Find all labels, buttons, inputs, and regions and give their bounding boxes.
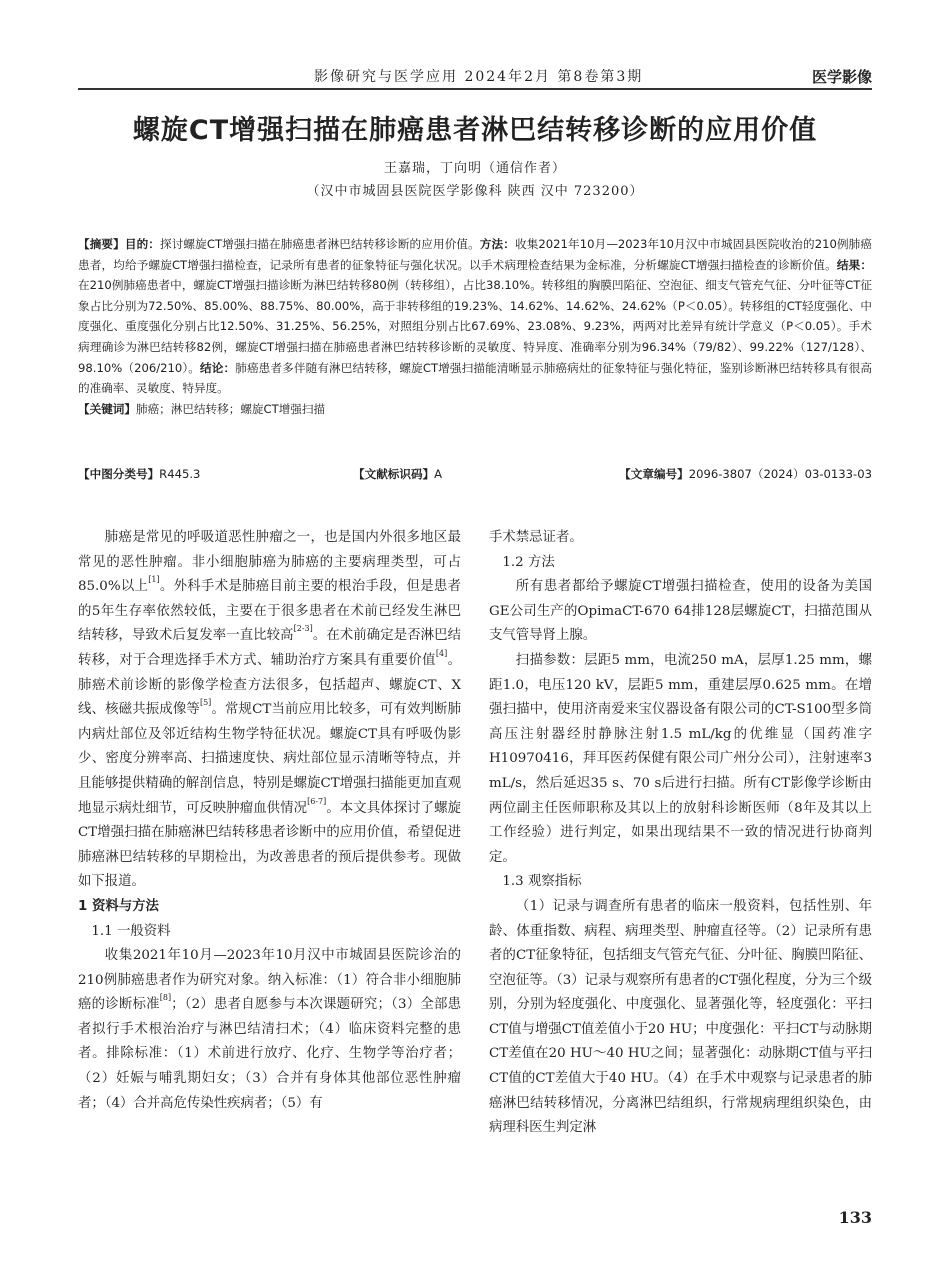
- article-title: 螺旋CT增强扫描在肺癌患者淋巴结转移诊断的应用价值: [132, 115, 818, 146]
- right-column: [489, 526, 872, 1141]
- general-data-paragraph: [78, 944, 461, 1116]
- clc-value: R445.3: [159, 467, 201, 481]
- citation: [2-3]: [293, 624, 313, 634]
- classification-row: [78, 466, 872, 486]
- citation: [4]: [435, 648, 448, 658]
- purpose-text: 探讨螺旋CT增强扫描在肺癌患者淋巴结转移诊断的应用价值。: [160, 237, 480, 251]
- doc-value: A: [434, 467, 443, 481]
- keywords-label: 【关键词】: [78, 401, 136, 416]
- citation: [6-7]: [307, 796, 327, 806]
- text-run: 肺癌是常见的呼吸道恶性肿瘤之一，也是国内外很多地区最常见的恶性肿瘤。非小细胞肺癌为肺癌的主要病理类型，可占85.0%以上: [78, 530, 461, 595]
- indicators-paragraph: （1）记录与调查所有患者的临床一般资料，包括性别、年龄、体重指数、病程、病理类型、肿瘤直径等。（2）记录所有患者的CT征象特征，包括细支气管充气征、分叶征、胸膜凹陷征、空泡征等。（3）记录与观察所有患者的CT强化程度，分为三个级别，分别为轻度强化、中度强化、显著强化等，轻度强化：平扫CT值与增强CT值差值小于20 HU；中度强化：平扫CT与动脉期CT差值在20 HU～40 HU之间；显著强化：动脉期CT值与平扫CT值的CT差值大于40 HU。（4）在手术中观察与记录患者的肺癌淋巴结转移情况，分离淋巴结组织，行常规病理组织染色，由病理科医生判定淋: [489, 898, 872, 1136]
- purpose-label: 目的：: [124, 237, 160, 251]
- text-run: 收集2021年10月—2023年10月汉中市城固县医院诊治的210例肺癌患者作为研究对象。纳入标准：（1）符合非小细胞肺癌的诊断标准: [78, 948, 461, 1013]
- keywords: [78, 399, 872, 420]
- result-text: 在210例肺癌患者中，螺旋CT增强扫描诊断为淋巴结转移80例（转移组），占比38.10%。转移组的胸膜凹陷征、空泡征、细支气管充气征、分叶征等CT征象占比分别为72.50%、85.00%、88.75%、80.00%，高于非转移组的19.23%、14.62%、14.62%、24.62%（P＜0.05）。转移组的CT轻度强化、中度强化、重度强化分别占比12.50%、31.25%、56.25%，对照组分别占比67.69%、23.08%、9.23%，两两对比差异有统计学意义（P＜0.05）。手术病理确诊为淋巴结转移82例，螺旋CT增强扫描在肺癌患者淋巴结转移诊断的灵敏度、特异度、准确率分别为96.34%（79/82）、99.22%（127/128）、98.10%（206/210）。: [78, 278, 872, 375]
- intro-paragraph: [78, 526, 461, 895]
- citation: [5]: [199, 698, 212, 708]
- text-run: 。外科手术是肺癌目前主要的根治手段，但是患者的5年生存率依然较低，主要在于很多患者在术前已经发生淋巴结转移，导致术后复发率一直比较高: [78, 579, 461, 644]
- header-rule: [78, 88, 872, 90]
- text-run: 。本文具体探讨了螺旋CT增强扫描在肺癌淋巴结转移患者诊断中的应用价值，希望促进肺癌淋巴结转移的早期检出，为改善患者的预后提供参考。现做如下报道。: [78, 800, 462, 890]
- text-run: 。肺癌术前诊断的影像学检查方法很多，包括超声、螺旋CT、X线、核磁共振成像等: [78, 652, 461, 718]
- result-label: 结果：: [836, 257, 872, 272]
- citation: [8]: [159, 993, 172, 1003]
- clc-label: 【中图分类号】: [78, 467, 160, 481]
- text-run: ；（2）患者自愿参与本次课题研究；（3）全部患者拟行手术根治治疗与淋巴结清扫术；（4）临床资料完整的患者。排除标准：（1）术前进行放疗、化疗、生物学等治疗者；（2）妊娠与哺乳期妇女；（3）合并有身体其他部位恶性肿瘤者；（4）合并高危传染性疾病者；（5）有: [78, 997, 462, 1111]
- doc-code: [353, 466, 442, 482]
- page-number: 133: [838, 1208, 872, 1227]
- article-number: [619, 466, 872, 482]
- conclusion-text: 肺癌患者多伴随有淋巴结转移，螺旋CT增强扫描能清晰显示肺癌病灶的征象特征与强化特征，鉴别诊断淋巴结转移具有很高的准确率、灵敏度、特异度。: [78, 360, 872, 396]
- section-label: 医学影像: [811, 68, 872, 86]
- keywords-text: 肺癌；淋巴结转移；螺旋CT增强扫描: [135, 401, 326, 416]
- text-run: 。常规CT当前应用比较多，可有效判断肺内病灶部位及邻近结构生物学特征状况。螺旋CT具有呼吸伪影少、密度分辨率高、扫描速度快、病灶部位显示清晰等特点，并且能够提供精确的解剖信息，特别是螺旋CT增强扫描能更加直观地显示病灶细节，可反映肿瘤血供情况: [78, 702, 461, 816]
- left-column: [78, 526, 461, 1116]
- abstract-label: 【摘要】: [78, 237, 125, 251]
- art-value: 2096-3807（2024）03-0133-03: [688, 467, 872, 481]
- section-heading-1-2: 1.2 方法: [502, 554, 555, 570]
- citation: [1]: [148, 575, 160, 585]
- affiliation: （汉中市城固县医院医学影像科 陕西 汉中 723200）: [306, 184, 644, 199]
- journal-info: 影像研究与医学应用 2024年2月 第8卷第3期: [314, 69, 644, 85]
- continued-text: 手术禁忌证者。: [489, 530, 583, 545]
- art-label: 【文章编号】: [619, 467, 689, 481]
- doc-label: 【文献标识码】: [353, 467, 435, 481]
- method-label: 方法：: [479, 237, 515, 251]
- clc-number: [78, 466, 200, 482]
- method-text: 收集2021年10月—2023年10月汉中市城固县医院收治的210例肺癌患者，均给予螺旋CT增强扫描检查，记录所有患者的征象特征与强化状况。以手术病理检查结果为金标准，分析螺旋CT增强扫描检查的诊断价值。: [78, 237, 872, 272]
- section-heading-1-1: 1.1 一般资料: [91, 923, 171, 939]
- authors: 王嘉瑞，丁向明（通信作者）: [383, 161, 566, 176]
- section-heading-1-3: 1.3 观察指标: [502, 874, 582, 890]
- abstract: [78, 234, 872, 419]
- running-header: [78, 66, 872, 88]
- section-heading-1: 1 资料与方法: [78, 898, 159, 914]
- conclusion-label: 结论：: [200, 360, 236, 375]
- scan-params-paragraph: 扫描参数：层距5 mm，电流250 mA，层厚1.25 mm，螺距1.0，电压120 kV，层距5 mm，重建层厚0.625 mm。在增强扫描中，使用济南爱来宝仪器设备有限公司的CT-S100型多筒高压注射器经肘静脉注射1.5 mL/kg的优维显（国药准字H10970416，拜耳医药保健有限公司广州分公司），注射速率3 mL/s，然后延迟35 s、70 s后进行扫描。所有CT影像学诊断由两位副主任医师职称及其以上的放射科诊断医师（8年及其以上工作经验）进行判定，如果出现结果不一致的情况进行协商判定。: [489, 652, 872, 865]
- method-paragraph: 所有患者都给予螺旋CT增强扫描检查，使用的设备为美国GE公司生产的OpimaCT-670 64排128层螺旋CT，扫描范围从支气管导肾上腺。: [489, 579, 872, 644]
- text-run: 。在术前确定是否淋巴结转移，对于合理选择手术方式、辅助治疗方案具有重要价值: [78, 628, 462, 668]
